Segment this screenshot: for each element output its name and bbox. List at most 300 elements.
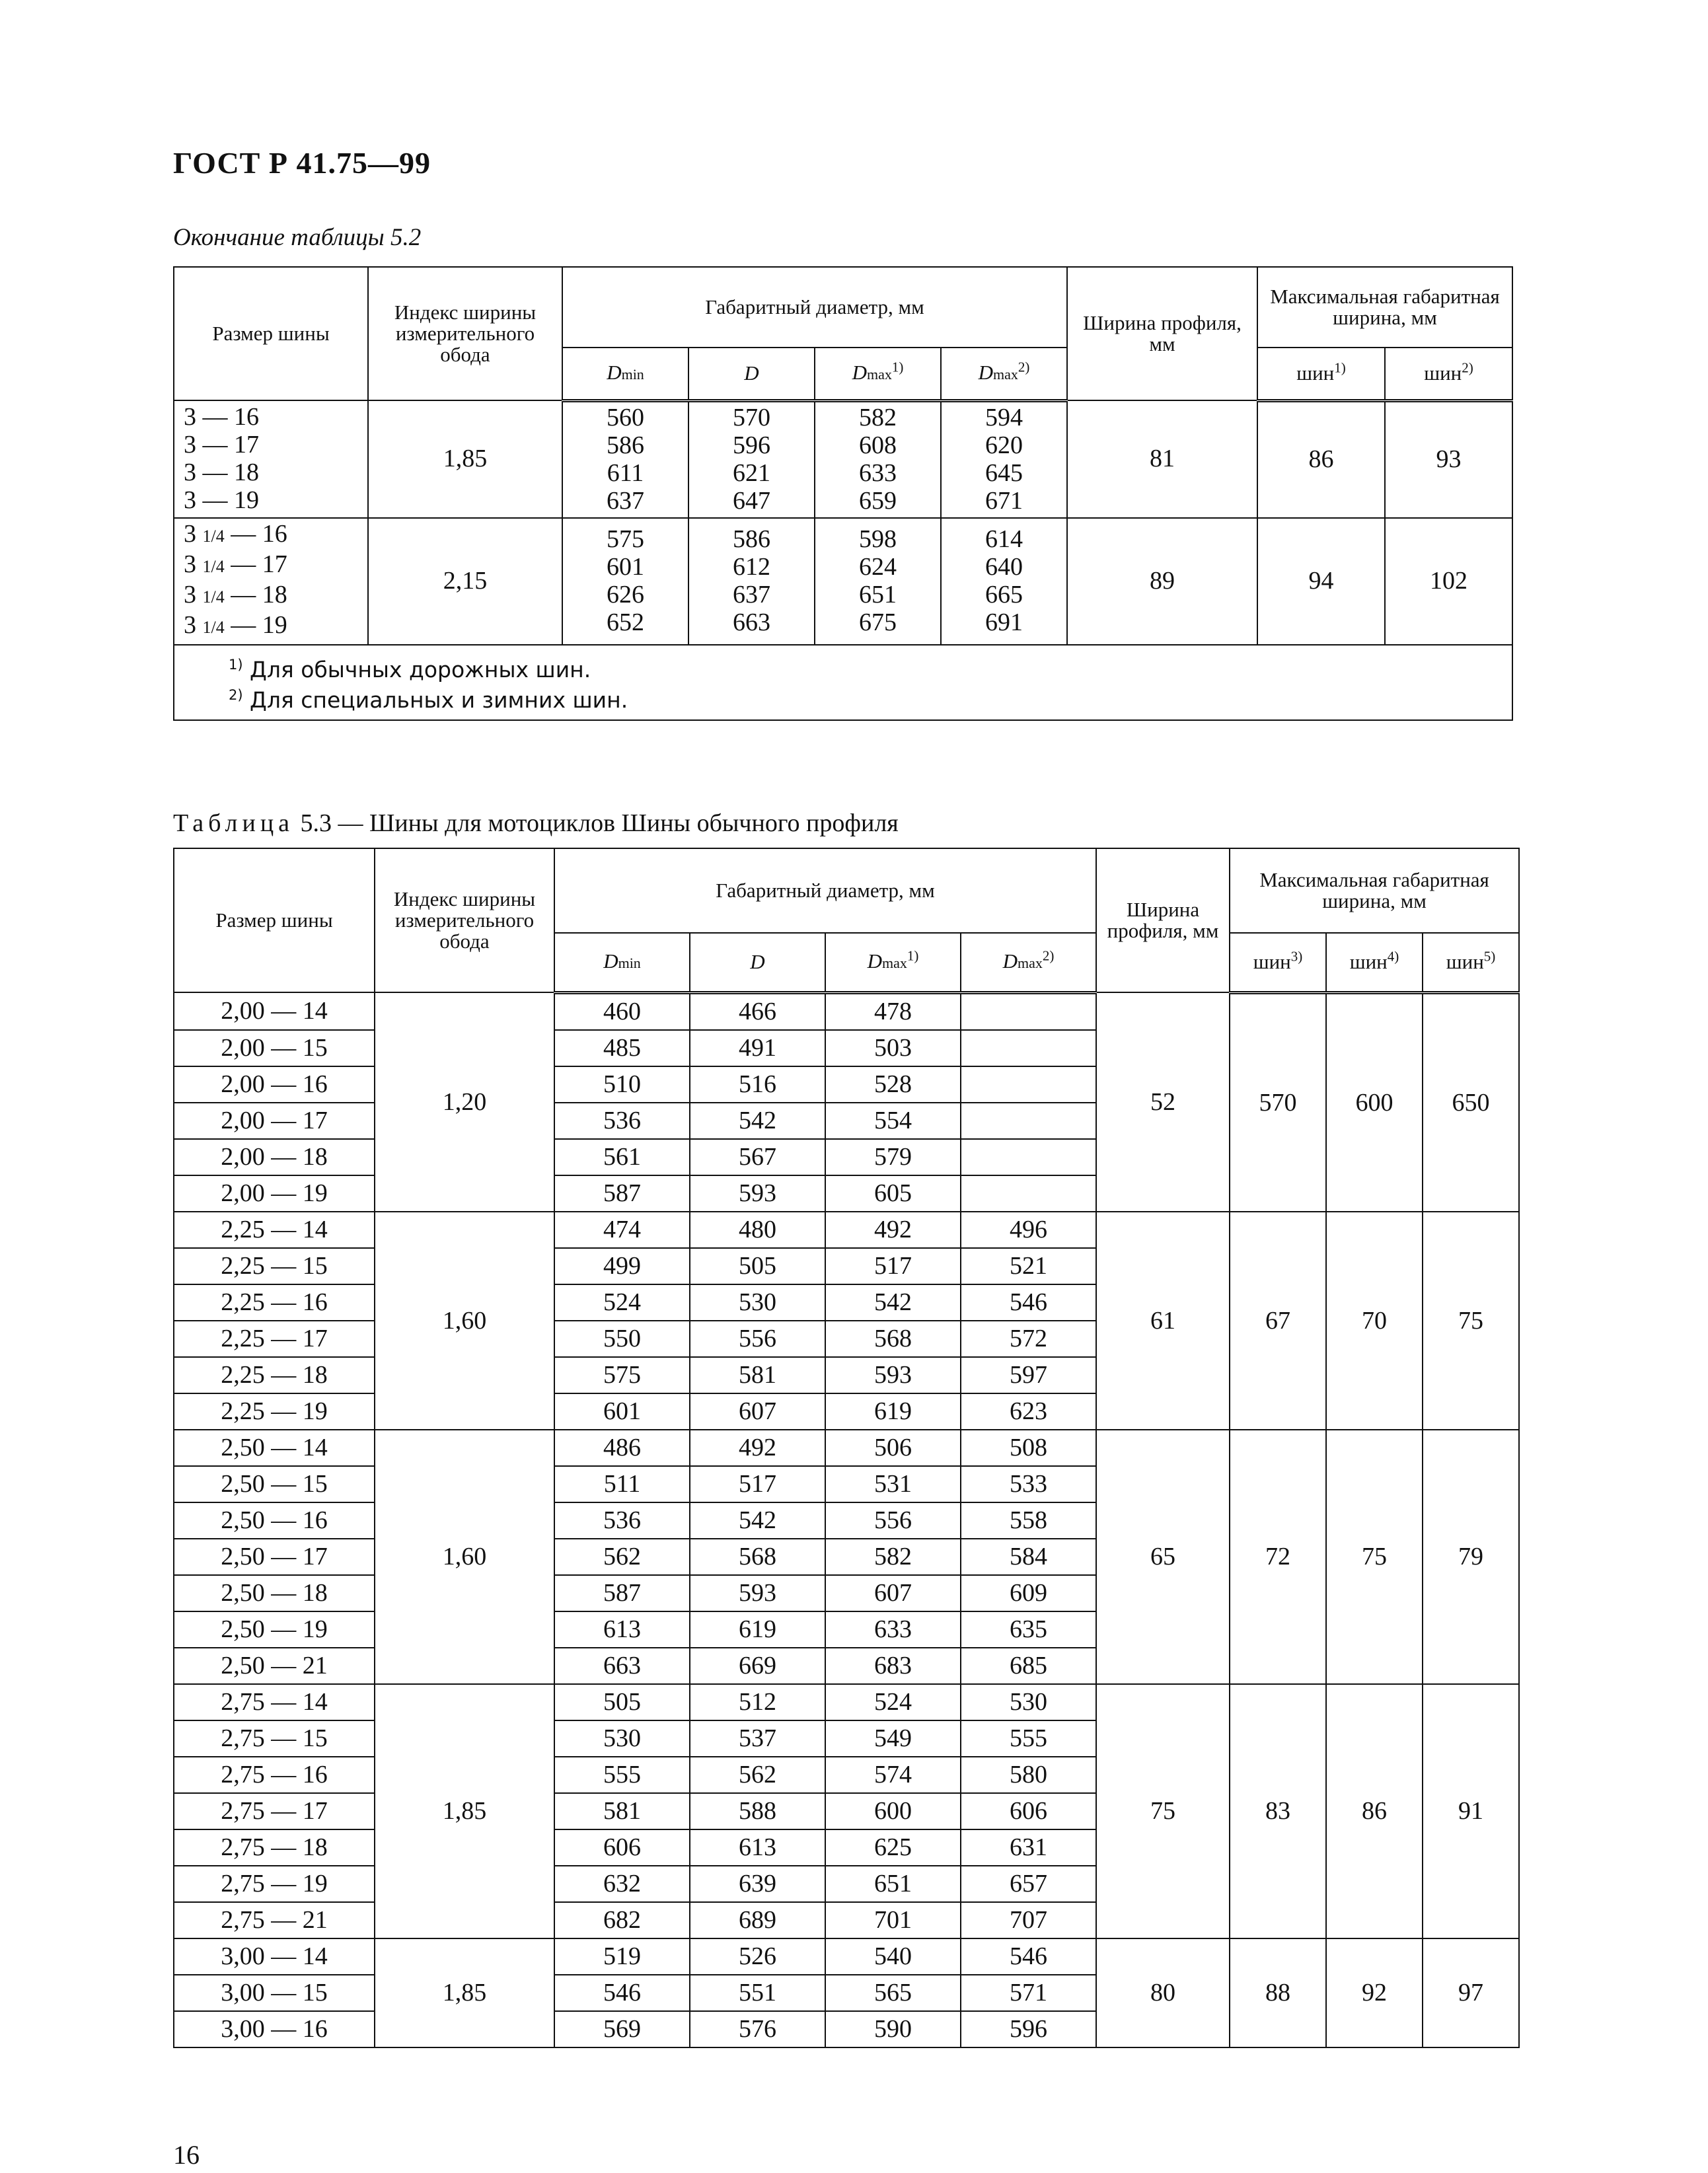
d-cell: 639	[690, 1866, 825, 1902]
d-max2-cell: 685	[961, 1648, 1096, 1684]
max-width-3-cell: 67	[1230, 1212, 1326, 1430]
value: 560	[607, 403, 644, 431]
header-tyre-4	[1326, 933, 1423, 992]
header-tire-size: Размер шины	[174, 267, 368, 400]
d-max2-cell: 533	[961, 1466, 1096, 1502]
value: 608	[859, 431, 897, 459]
rim-index-cell: 2,15	[368, 518, 562, 645]
d-min-cell: 562	[554, 1539, 690, 1575]
tire-size-cell: 2,50 — 14	[174, 1430, 375, 1466]
d-max2-cell	[961, 1103, 1096, 1139]
d-cell: 517	[690, 1466, 825, 1502]
tyre5-main: шин	[1446, 950, 1484, 974]
d-max2-sub: max	[1018, 954, 1043, 971]
d-max1-main: D	[852, 360, 867, 384]
header-tyre-3	[1230, 933, 1326, 992]
max-width-4-cell: 86	[1326, 1684, 1423, 1938]
d-max2-cell	[961, 1139, 1096, 1175]
size-prefix: 3	[184, 550, 203, 578]
d-max1-sub: max	[867, 365, 892, 383]
d-min-cell: 663	[554, 1648, 690, 1684]
tire-size-cell: 2,50 — 18	[174, 1575, 375, 1611]
value: 596	[733, 431, 770, 459]
tire-size-cell: 2,00 — 18	[174, 1139, 375, 1175]
value: 659	[859, 486, 897, 515]
header-d	[690, 933, 825, 992]
d-min-cell: 536	[554, 1103, 690, 1139]
d-max2-cell: 546	[961, 1284, 1096, 1321]
page-number: 16	[173, 2140, 200, 2170]
d-min-cell: 581	[554, 1793, 690, 1829]
d-cell: 512	[690, 1684, 825, 1720]
footnote-text: Для обычных дорожных шин.	[242, 656, 591, 682]
d-cell: 568	[690, 1539, 825, 1575]
table-row	[174, 1212, 1519, 1248]
d-cell: 542	[690, 1502, 825, 1539]
d-max1-main: D	[867, 949, 882, 973]
max-width-5-cell: 75	[1423, 1212, 1519, 1430]
header-d-max-1	[825, 933, 961, 992]
table-row	[174, 400, 1512, 518]
d-max2-main: D	[1002, 949, 1018, 973]
d-max2-cell: 606	[961, 1793, 1096, 1829]
d-max1-cell: 593	[825, 1357, 961, 1393]
size-item	[184, 520, 367, 550]
value: 626	[607, 580, 644, 608]
tire-size-cell: 2,75 — 19	[174, 1866, 375, 1902]
d-max2-cell: 623	[961, 1393, 1096, 1430]
d-max1-cell: 600	[825, 1793, 961, 1829]
d-min-cell: 524	[554, 1284, 690, 1321]
d-max2-cell: 508	[961, 1430, 1096, 1466]
d-min-cell: 613	[554, 1611, 690, 1648]
d-max2-cell: 521	[961, 1248, 1096, 1284]
tire-size-cell: 2,75 — 18	[174, 1829, 375, 1866]
d-min-cell: 505	[554, 1684, 690, 1720]
d-min-main: D	[607, 360, 622, 384]
d-max2-cell: 635	[961, 1611, 1096, 1648]
value: 624	[859, 552, 897, 581]
d-max1-cell: 506	[825, 1430, 961, 1466]
tire-size-cell: 2,25 — 16	[174, 1284, 375, 1321]
d-max2-cell: 558	[961, 1502, 1096, 1539]
value: 633	[859, 459, 897, 487]
d-main: D	[744, 361, 759, 385]
d-cell: 526	[690, 1938, 825, 1975]
table-5-2	[173, 266, 1513, 721]
d-max1-cell: 503	[825, 1030, 961, 1066]
d-min-cell: 519	[554, 1938, 690, 1975]
d-max2-cell: 596	[961, 2011, 1096, 2047]
d-cell: 613	[690, 1829, 825, 1866]
header-d	[688, 348, 815, 400]
d-max1-cell: 579	[825, 1139, 961, 1175]
profile-width-cell: 75	[1096, 1684, 1230, 1938]
tire-size-cell: 2,00 — 15	[174, 1030, 375, 1066]
d-max1-cell: 574	[825, 1757, 961, 1793]
header-profile-width: Ширина профиля, мм	[1096, 848, 1230, 992]
header-d-max-2	[961, 933, 1096, 992]
tire-size-cell: 2,50 — 16	[174, 1502, 375, 1539]
d-max2-cell: 580	[961, 1757, 1096, 1793]
header-max-overall-width: Максимальная габаритная ширина, мм	[1257, 267, 1512, 348]
d-cell: 491	[690, 1030, 825, 1066]
tire-size-cell: 2,25 — 19	[174, 1393, 375, 1430]
max-width-5-cell: 650	[1423, 992, 1519, 1212]
max-width-2-cell: 93	[1385, 400, 1512, 518]
tyre2-main: шин	[1424, 361, 1462, 385]
d-max2-cell: 572	[961, 1321, 1096, 1357]
d-list	[688, 518, 815, 645]
value: 637	[607, 486, 644, 515]
rim-index-cell: 1,85	[368, 400, 562, 518]
header-tyre-5	[1423, 933, 1519, 992]
d-min-cell: 575	[554, 1357, 690, 1393]
size-fraction: 1/4	[202, 587, 225, 607]
d-max2-list	[941, 518, 1067, 645]
profile-width-cell: 81	[1067, 400, 1257, 518]
value: 691	[985, 608, 1023, 636]
tire-size-cell: 2,00 — 14	[174, 992, 375, 1030]
table-notes	[174, 645, 1512, 720]
rim-index-cell: 1,20	[375, 992, 554, 1212]
d-min-main: D	[603, 949, 618, 973]
d-max1-cell: 568	[825, 1321, 961, 1357]
max-width-5-cell: 91	[1423, 1684, 1519, 1938]
tire-size-cell: 2,00 — 19	[174, 1175, 375, 1212]
caption-label: Таблица	[173, 809, 295, 837]
size-item	[184, 550, 367, 581]
value: 637	[733, 580, 770, 608]
tire-size-cell: 2,00 — 17	[174, 1103, 375, 1139]
rim-index-cell: 1,60	[375, 1430, 554, 1684]
table-row	[174, 1684, 1519, 1720]
footnote	[229, 655, 1512, 685]
max-width-5-cell: 79	[1423, 1430, 1519, 1684]
rim-index-cell: 1,60	[375, 1212, 554, 1430]
d-max2-cell: 707	[961, 1902, 1096, 1938]
tire-size-cell: 3,00 — 15	[174, 1975, 375, 2011]
d-max1-cell: 554	[825, 1103, 961, 1139]
header-tyre-2	[1385, 348, 1512, 400]
max-width-4-cell: 600	[1326, 992, 1423, 1212]
d-max2-cell: 597	[961, 1357, 1096, 1393]
d-max1-cell: 651	[825, 1866, 961, 1902]
max-width-4-cell: 70	[1326, 1212, 1423, 1430]
table-row	[174, 992, 1519, 1030]
d-max1-cell: 605	[825, 1175, 961, 1212]
value: 601	[607, 552, 644, 581]
footnote-mark: 2)	[229, 686, 243, 703]
size-item: 3 — 16	[184, 402, 259, 431]
tyre5-sup: 5)	[1483, 948, 1496, 965]
d-min-cell: 546	[554, 1975, 690, 2011]
d-max1-cell: 478	[825, 992, 961, 1030]
d-max2-sup: 2)	[1042, 947, 1055, 964]
d-cell: 581	[690, 1357, 825, 1393]
d-cell: 607	[690, 1393, 825, 1430]
size-item: 3 — 17	[184, 430, 259, 459]
header-d-max-1	[815, 348, 941, 400]
header-rim-index: Индекс ширины измерительного обода	[368, 267, 562, 400]
size-prefix: 3	[184, 580, 203, 608]
table-row	[174, 518, 1512, 645]
header-d-min	[554, 933, 690, 992]
d-max2-cell	[961, 1066, 1096, 1103]
header-d-max-2	[941, 348, 1067, 400]
d-min-sub: min	[618, 954, 641, 971]
d-max1-cell: 531	[825, 1466, 961, 1502]
tire-size-cell: 2,75 — 17	[174, 1793, 375, 1829]
d-max1-cell: 556	[825, 1502, 961, 1539]
d-list	[688, 400, 815, 518]
tire-size-cell: 2,25 — 17	[174, 1321, 375, 1357]
d-min-cell: 587	[554, 1575, 690, 1611]
tire-size-cell: 3,00 — 16	[174, 2011, 375, 2047]
size-suffix: — 19	[224, 610, 287, 639]
d-cell: 588	[690, 1793, 825, 1829]
d-min-cell: 536	[554, 1502, 690, 1539]
d-cell: 492	[690, 1430, 825, 1466]
d-max2-cell: 571	[961, 1975, 1096, 2011]
d-max2-cell: 657	[961, 1866, 1096, 1902]
max-width-2-cell: 102	[1385, 518, 1512, 645]
size-list	[174, 518, 368, 645]
d-max1-cell: 625	[825, 1829, 961, 1866]
value: 647	[733, 486, 770, 515]
header-d-min	[562, 348, 688, 400]
d-cell: 669	[690, 1648, 825, 1684]
value: 611	[607, 459, 644, 487]
d-cell: 551	[690, 1975, 825, 2011]
tire-size-cell: 2,50 — 21	[174, 1648, 375, 1684]
d-max1-list	[815, 400, 941, 518]
d-min-cell: 474	[554, 1212, 690, 1248]
d-max1-cell: 540	[825, 1938, 961, 1975]
rim-index-cell: 1,85	[375, 1938, 554, 2047]
d-max1-cell: 492	[825, 1212, 961, 1248]
d-min-cell: 486	[554, 1430, 690, 1466]
tire-size-cell: 2,25 — 18	[174, 1357, 375, 1393]
tire-size-cell: 2,75 — 21	[174, 1902, 375, 1938]
d-max1-cell: 619	[825, 1393, 961, 1430]
size-suffix: — 17	[224, 550, 287, 578]
d-max2-cell: 530	[961, 1684, 1096, 1720]
tyre4-sup: 4)	[1387, 948, 1399, 965]
value: 651	[859, 580, 897, 608]
max-width-4-cell: 92	[1326, 1938, 1423, 2047]
d-max1-list	[815, 518, 941, 645]
d-max1-cell: 542	[825, 1284, 961, 1321]
caption-text: 5.3 — Шины для мотоциклов Шины обычного профиля	[294, 809, 899, 837]
value: 671	[985, 486, 1023, 515]
size-prefix: 3	[184, 519, 203, 548]
max-width-3-cell: 570	[1230, 992, 1326, 1212]
size-list	[174, 400, 368, 518]
d-cell: 562	[690, 1757, 825, 1793]
d-max2-sup: 2)	[1018, 359, 1030, 375]
d-max2-sub: max	[993, 365, 1018, 383]
d-max2-cell: 546	[961, 1938, 1096, 1975]
header-overall-diameter: Габаритный диаметр, мм	[562, 267, 1067, 348]
value: 575	[607, 525, 644, 553]
d-cell: 556	[690, 1321, 825, 1357]
d-min-cell: 601	[554, 1393, 690, 1430]
value: 640	[985, 552, 1023, 581]
size-fraction: 1/4	[202, 526, 225, 546]
profile-width-cell: 61	[1096, 1212, 1230, 1430]
d-cell: 619	[690, 1611, 825, 1648]
d-max1-sup: 1)	[891, 359, 904, 375]
max-width-1-cell: 94	[1257, 518, 1385, 645]
d-cell: 576	[690, 2011, 825, 2047]
tire-size-cell: 2,25 — 14	[174, 1212, 375, 1248]
size-suffix: — 18	[224, 580, 287, 608]
d-max1-cell: 590	[825, 2011, 961, 2047]
d-max1-cell: 565	[825, 1975, 961, 2011]
d-main: D	[750, 950, 765, 974]
value: 665	[985, 580, 1023, 608]
value: 586	[733, 525, 770, 553]
size-fraction: 1/4	[202, 617, 225, 637]
header-rim-index: Индекс ширины измерительного обода	[375, 848, 554, 992]
footnote	[229, 685, 1512, 716]
d-max1-cell: 633	[825, 1611, 961, 1648]
table-row	[174, 1938, 1519, 1975]
size-item	[184, 581, 367, 611]
tire-size-cell: 2,00 — 16	[174, 1066, 375, 1103]
d-min-cell: 530	[554, 1720, 690, 1757]
tire-size-cell: 2,50 — 15	[174, 1466, 375, 1502]
d-max1-cell: 524	[825, 1684, 961, 1720]
d-max1-sub: max	[882, 954, 907, 971]
size-suffix: — 16	[224, 519, 287, 548]
d-max1-cell: 607	[825, 1575, 961, 1611]
size-item	[184, 611, 367, 642]
value: 621	[733, 459, 770, 487]
value: 663	[733, 608, 770, 636]
d-max1-cell: 582	[825, 1539, 961, 1575]
size-fraction: 1/4	[202, 556, 225, 576]
d-min-cell: 569	[554, 2011, 690, 2047]
size-item: 3 — 18	[184, 458, 259, 486]
d-cell: 689	[690, 1902, 825, 1938]
tyre1-main: шин	[1296, 361, 1335, 385]
table-5-2-continuation-caption: Окончание таблицы 5.2	[173, 224, 422, 251]
tyre3-main: шин	[1253, 950, 1291, 974]
d-min-cell: 550	[554, 1321, 690, 1357]
d-max1-cell: 528	[825, 1066, 961, 1103]
max-width-3-cell: 72	[1230, 1430, 1326, 1684]
d-min-cell: 561	[554, 1139, 690, 1175]
header-overall-diameter: Габаритный диаметр, мм	[554, 848, 1096, 933]
d-cell: 593	[690, 1575, 825, 1611]
size-item: 3 — 19	[184, 486, 259, 514]
d-max2-cell	[961, 1175, 1096, 1212]
value: 652	[607, 608, 644, 636]
tire-size-cell: 2,75 — 16	[174, 1757, 375, 1793]
value: 620	[985, 431, 1023, 459]
d-cell: 593	[690, 1175, 825, 1212]
d-max1-cell: 549	[825, 1720, 961, 1757]
d-max2-cell	[961, 992, 1096, 1030]
value: 598	[859, 525, 897, 553]
tyre1-sup: 1)	[1334, 359, 1346, 376]
tire-size-cell: 2,25 — 15	[174, 1248, 375, 1284]
d-max1-cell: 683	[825, 1648, 961, 1684]
footnote-text: Для специальных и зимних шин.	[242, 686, 628, 713]
d-cell: 542	[690, 1103, 825, 1139]
value: 675	[859, 608, 897, 636]
max-width-4-cell: 75	[1326, 1430, 1423, 1684]
d-min-cell: 587	[554, 1175, 690, 1212]
d-min-list	[562, 518, 688, 645]
value: 614	[985, 525, 1023, 553]
header-max-overall-width: Максимальная габаритная ширина, мм	[1230, 848, 1519, 933]
d-min-list	[562, 400, 688, 518]
document-title: ГОСТ Р 41.75—99	[173, 146, 431, 180]
d-max2-cell: 555	[961, 1720, 1096, 1757]
d-max2-main: D	[978, 360, 993, 384]
d-max2-cell: 496	[961, 1212, 1096, 1248]
tyre3-sup: 3)	[1290, 948, 1303, 965]
profile-width-cell: 89	[1067, 518, 1257, 645]
tire-size-cell: 2,75 — 15	[174, 1720, 375, 1757]
table-5-3	[173, 848, 1520, 2048]
rim-index-cell: 1,85	[375, 1684, 554, 1938]
d-min-sub: min	[621, 365, 644, 383]
d-max1-sup: 1)	[907, 947, 919, 964]
max-width-3-cell: 88	[1230, 1938, 1326, 2047]
d-cell: 516	[690, 1066, 825, 1103]
profile-width-cell: 52	[1096, 992, 1230, 1212]
d-min-cell: 606	[554, 1829, 690, 1866]
d-min-cell: 682	[554, 1902, 690, 1938]
tire-size-cell: 2,50 — 19	[174, 1611, 375, 1648]
d-max2-cell: 631	[961, 1829, 1096, 1866]
value: 645	[985, 459, 1023, 487]
profile-width-cell: 65	[1096, 1430, 1230, 1684]
d-cell: 466	[690, 992, 825, 1030]
d-cell: 567	[690, 1139, 825, 1175]
profile-width-cell: 80	[1096, 1938, 1230, 2047]
max-width-1-cell: 86	[1257, 400, 1385, 518]
max-width-5-cell: 97	[1423, 1938, 1519, 2047]
d-cell: 537	[690, 1720, 825, 1757]
d-min-cell: 632	[554, 1866, 690, 1902]
d-max2-cell: 609	[961, 1575, 1096, 1611]
value: 586	[607, 431, 644, 459]
max-width-3-cell: 83	[1230, 1684, 1326, 1938]
d-min-cell: 460	[554, 992, 690, 1030]
d-max2-list	[941, 400, 1067, 518]
header-tyre-1	[1257, 348, 1385, 400]
header-profile-width: Ширина профиля, мм	[1067, 267, 1257, 400]
footnote-mark: 1)	[229, 656, 243, 673]
header-tire-size: Размер шины	[174, 848, 375, 992]
tyre2-sup: 2)	[1462, 359, 1473, 376]
tire-size-cell: 3,00 — 14	[174, 1938, 375, 1975]
tyre4-main: шин	[1349, 950, 1388, 974]
table-5-3-caption	[173, 809, 899, 838]
d-min-cell: 511	[554, 1466, 690, 1502]
table-row	[174, 1430, 1519, 1466]
d-min-cell: 555	[554, 1757, 690, 1793]
d-min-cell: 499	[554, 1248, 690, 1284]
value: 570	[733, 403, 770, 431]
d-max2-cell	[961, 1030, 1096, 1066]
d-cell: 480	[690, 1212, 825, 1248]
